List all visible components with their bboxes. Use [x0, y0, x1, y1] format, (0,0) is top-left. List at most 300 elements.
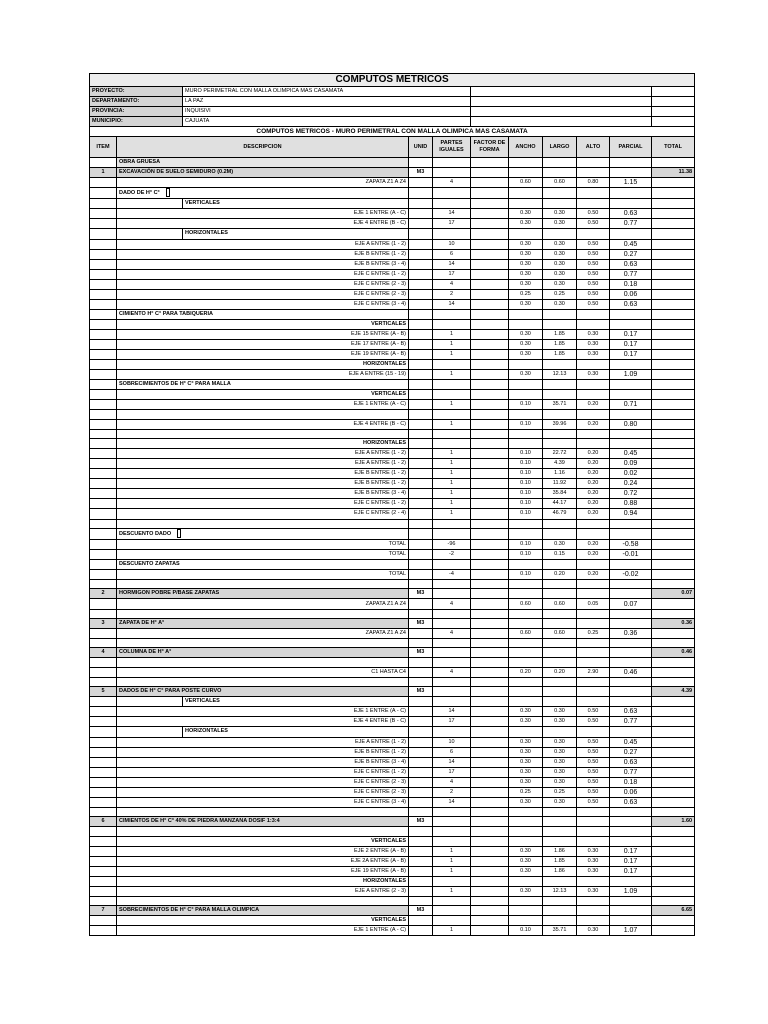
measure-row [90, 846, 695, 856]
parcial-cell: 0.72 [610, 489, 652, 499]
measure-row [90, 599, 695, 609]
partes-cell: 1 [433, 459, 471, 469]
largo-cell: 0.30 [543, 797, 577, 807]
measure-description: TOTAL [117, 570, 409, 580]
partes-cell: 1 [433, 499, 471, 509]
subgroup-row [90, 836, 695, 846]
ancho-cell: 0.30 [509, 219, 543, 229]
largo-cell: 22.72 [543, 449, 577, 459]
parcial-cell: 0.36 [610, 628, 652, 638]
partes-cell: 17 [433, 767, 471, 777]
alto-cell: 0.50 [577, 747, 610, 757]
info-label: DEPARTAMENTO: [90, 97, 183, 107]
alto-cell: 0.20 [577, 459, 610, 469]
measure-row [90, 289, 695, 299]
parcial-cell: 1.09 [610, 886, 652, 896]
partes-cell: -2 [433, 549, 471, 559]
col-header-parcial: PARCIAL [610, 137, 652, 158]
parcial-cell: 0.45 [610, 239, 652, 249]
largo-cell: 0.30 [543, 737, 577, 747]
largo-cell: 39.96 [543, 419, 577, 429]
largo-cell: 12.13 [543, 886, 577, 896]
ancho-cell: 0.30 [509, 757, 543, 767]
largo-cell: 1.85 [543, 339, 577, 349]
measure-row [90, 419, 695, 429]
item-row [90, 648, 695, 658]
parcial-cell: 0.17 [610, 350, 652, 360]
measure-row [90, 350, 695, 360]
largo-cell: 35.71 [543, 926, 577, 936]
largo-cell: 0.30 [543, 279, 577, 289]
measure-row [90, 449, 695, 459]
alto-cell: 0.50 [577, 757, 610, 767]
measure-description: TOTAL [117, 549, 409, 559]
measure-row [90, 370, 695, 380]
largo-cell: 0.60 [543, 628, 577, 638]
subgroup-row [90, 360, 695, 370]
subheading-row [90, 188, 695, 199]
largo-cell: 1.86 [543, 866, 577, 876]
subgroup-row [90, 727, 695, 737]
parcial-cell: 0.94 [610, 509, 652, 519]
item-total: 4.39 [652, 687, 695, 697]
largo-cell: 0.30 [543, 259, 577, 269]
partes-cell: 1 [433, 350, 471, 360]
largo-cell: 1.85 [543, 856, 577, 866]
alto-cell: 0.50 [577, 299, 610, 309]
ancho-cell: 0.10 [509, 469, 543, 479]
largo-cell: 0.30 [543, 747, 577, 757]
item-unit: M3 [409, 687, 433, 697]
alto-cell: 0.50 [577, 209, 610, 219]
ancho-cell: 0.30 [509, 329, 543, 339]
subheading-label: DADO DE H° C° [119, 190, 160, 197]
largo-cell: 35.71 [543, 400, 577, 410]
ancho-cell: 0.30 [509, 339, 543, 349]
alto-cell: 0.50 [577, 737, 610, 747]
item-number: 3 [90, 618, 117, 628]
subgroup-label: HORIZONTALES [183, 727, 409, 737]
measure-description: EJE 15 ENTRE (A - B) [117, 329, 409, 339]
info-row-provincia [90, 107, 695, 117]
partes-cell: 4 [433, 178, 471, 188]
parcial-cell: 0.06 [610, 289, 652, 299]
measure-description: EJE B ENTRE (3 - 4) [117, 489, 409, 499]
ancho-cell: 0.30 [509, 350, 543, 360]
spacer-row [90, 580, 695, 589]
partes-cell: 1 [433, 509, 471, 519]
item-description: SOBRECIMIENTOS DE H° C° PARA MALLA OLIMPICA [117, 906, 409, 916]
measure-description: EJE C ENTRE (2 - 3) [117, 787, 409, 797]
item-unit: M3 [409, 817, 433, 827]
computos-table [89, 73, 695, 936]
parcial-cell: 0.09 [610, 459, 652, 469]
parcial-cell: 0.77 [610, 219, 652, 229]
largo-cell: 0.30 [543, 777, 577, 787]
largo-cell: 1.86 [543, 846, 577, 856]
measure-row [90, 209, 695, 219]
largo-cell: 0.30 [543, 539, 577, 549]
measure-description: EJE C ENTRE (3 - 4) [117, 299, 409, 309]
ancho-cell: 0.30 [509, 239, 543, 249]
subgroup-label: HORIZONTALES [183, 229, 409, 239]
largo-cell: 0.30 [543, 219, 577, 229]
ancho-cell: 0.10 [509, 509, 543, 519]
spacer-row [90, 658, 695, 667]
measure-description: C1 HASTA C4 [117, 667, 409, 677]
parcial-cell: 0.07 [610, 599, 652, 609]
item-row [90, 168, 695, 178]
ancho-cell: 0.30 [509, 279, 543, 289]
measure-row [90, 479, 695, 489]
measure-row [90, 767, 695, 777]
subgroup-row [90, 916, 695, 926]
subheading-row [90, 528, 695, 539]
parcial-cell: -0.58 [610, 539, 652, 549]
ancho-cell: 0.10 [509, 419, 543, 429]
ancho-cell: 0.30 [509, 846, 543, 856]
info-row-municipio [90, 117, 695, 127]
ancho-cell: 0.20 [509, 667, 543, 677]
subtitle-row [90, 127, 695, 137]
alto-cell: 0.50 [577, 219, 610, 229]
parcial-cell: 0.27 [610, 747, 652, 757]
largo-cell: 0.20 [543, 667, 577, 677]
largo-cell: 11.92 [543, 479, 577, 489]
group-row [90, 158, 695, 168]
spacer-row [90, 807, 695, 816]
item-total: 6.65 [652, 906, 695, 916]
alto-cell: 0.50 [577, 249, 610, 259]
alto-cell: 0.30 [577, 350, 610, 360]
item-number: 4 [90, 648, 117, 658]
item-unit: M3 [409, 589, 433, 599]
subheading-row [90, 309, 695, 319]
measure-row [90, 219, 695, 229]
subgroup-row [90, 319, 695, 329]
parcial-cell: 0.17 [610, 339, 652, 349]
item-row [90, 687, 695, 697]
ancho-cell: 0.30 [509, 856, 543, 866]
ancho-cell: 0.10 [509, 489, 543, 499]
partes-cell: 1 [433, 469, 471, 479]
parcial-cell: 0.77 [610, 717, 652, 727]
partes-cell: 14 [433, 299, 471, 309]
measure-description: EJE 1 ENTRE (A - C) [117, 926, 409, 936]
measure-description: EJE 1 ENTRE (A - C) [117, 707, 409, 717]
ancho-cell: 0.10 [509, 400, 543, 410]
ancho-cell: 0.10 [509, 499, 543, 509]
alto-cell: 0.05 [577, 599, 610, 609]
alto-cell: 0.20 [577, 479, 610, 489]
alto-cell: 0.50 [577, 239, 610, 249]
partes-cell: -96 [433, 539, 471, 549]
subgroup-row [90, 199, 695, 209]
measure-description: EJE A ENTRE (15 - 19) [117, 370, 409, 380]
measure-description: EJE A ENTRE (1 - 2) [117, 459, 409, 469]
measure-row [90, 239, 695, 249]
partes-cell: 1 [433, 489, 471, 499]
parcial-cell: 0.63 [610, 259, 652, 269]
parcial-cell: 0.17 [610, 846, 652, 856]
measure-description: EJE 1 ENTRE (A - C) [117, 209, 409, 219]
subheading-label: DESCUENTO DADO [119, 530, 172, 537]
item-description: DADOS DE H° C° PARA POSTE CURVO [117, 687, 409, 697]
measure-row [90, 329, 695, 339]
measure-row [90, 279, 695, 289]
subheading-label: SOBRECIMIENTOS DE H° C° PARA MALLA [119, 381, 231, 388]
largo-cell: 4.39 [543, 459, 577, 469]
partes-cell: 4 [433, 279, 471, 289]
ancho-cell: 0.30 [509, 249, 543, 259]
measure-description: EJE 4 ENTRE (B - C) [117, 717, 409, 727]
partes-cell: 1 [433, 926, 471, 936]
largo-cell: 46.79 [543, 509, 577, 519]
partes-cell: 17 [433, 717, 471, 727]
partes-cell: 1 [433, 339, 471, 349]
item-description: EXCAVACIÓN DE SUELO SEMIDURO (0.2M) [117, 168, 409, 178]
partes-cell: 10 [433, 737, 471, 747]
measure-description: EJE C ENTRE (1 - 2) [117, 767, 409, 777]
item-unit: M3 [409, 168, 433, 178]
alto-cell: 0.20 [577, 489, 610, 499]
measure-row [90, 259, 695, 269]
partes-cell: 14 [433, 259, 471, 269]
measure-description: EJE C ENTRE (1 - 2) [117, 499, 409, 509]
parcial-cell: -0.01 [610, 549, 652, 559]
largo-cell: 12.13 [543, 370, 577, 380]
measure-row [90, 299, 695, 309]
alto-cell: 0.50 [577, 707, 610, 717]
subgroup-label: VERTICALES [117, 319, 409, 329]
alto-cell: 0.20 [577, 449, 610, 459]
largo-cell: 0.30 [543, 757, 577, 767]
largo-cell: 0.30 [543, 269, 577, 279]
ancho-cell: 0.30 [509, 707, 543, 717]
measure-description: TOTAL [117, 539, 409, 549]
largo-cell: 1.85 [543, 329, 577, 339]
measure-row [90, 737, 695, 747]
spacer-row [90, 519, 695, 528]
parcial-cell: 0.63 [610, 707, 652, 717]
measure-description: EJE A ENTRE (1 - 2) [117, 449, 409, 459]
largo-cell: 0.30 [543, 299, 577, 309]
subgroup-label: VERTICALES [117, 390, 409, 400]
item-total: 1.60 [652, 817, 695, 827]
measure-description: ZAPATA Z1 A Z4 [117, 628, 409, 638]
subgroup-label: VERTICALES [117, 836, 409, 846]
subheading-label: CIMIENTO H° C° PARA TABIQUERIA [119, 310, 214, 317]
ancho-cell: 0.30 [509, 886, 543, 896]
alto-cell: 0.30 [577, 329, 610, 339]
ancho-cell: 0.30 [509, 747, 543, 757]
largo-cell: 1.85 [543, 350, 577, 360]
info-row-departamento [90, 97, 695, 107]
measure-row [90, 499, 695, 509]
partes-cell: 4 [433, 599, 471, 609]
page-title: COMPUTOS METRICOS [90, 74, 695, 87]
ancho-cell: 0.30 [509, 259, 543, 269]
ancho-cell: 0.10 [509, 549, 543, 559]
largo-cell: 0.30 [543, 707, 577, 717]
parcial-cell: 0.02 [610, 469, 652, 479]
largo-cell: 0.60 [543, 599, 577, 609]
ancho-cell: 0.25 [509, 289, 543, 299]
cell-marker [177, 529, 181, 538]
parcial-cell: 0.71 [610, 400, 652, 410]
item-number: 2 [90, 589, 117, 599]
parcial-cell: 0.63 [610, 757, 652, 767]
parcial-cell: 1.09 [610, 370, 652, 380]
parcial-cell: 0.17 [610, 856, 652, 866]
subgroup-row [90, 876, 695, 886]
ancho-cell: 0.30 [509, 269, 543, 279]
parcial-cell: 0.77 [610, 269, 652, 279]
ancho-cell: 0.10 [509, 926, 543, 936]
info-label: MUNICIPIO: [90, 117, 183, 127]
parcial-cell: 0.18 [610, 279, 652, 289]
ancho-cell: 0.30 [509, 209, 543, 219]
item-number: 6 [90, 817, 117, 827]
ancho-cell: 0.30 [509, 717, 543, 727]
subheading-row [90, 559, 695, 569]
measure-description: EJE B ENTRE (3 - 4) [117, 259, 409, 269]
measure-row [90, 489, 695, 499]
ancho-cell: 0.60 [509, 628, 543, 638]
item-number: 1 [90, 168, 117, 178]
measure-description: EJE 4 ENTRE (B - C) [117, 419, 409, 429]
largo-cell: 0.30 [543, 249, 577, 259]
alto-cell: 0.30 [577, 866, 610, 876]
ancho-cell: 0.60 [509, 599, 543, 609]
alto-cell: 0.50 [577, 279, 610, 289]
parcial-cell: 0.63 [610, 299, 652, 309]
alto-cell: 0.50 [577, 797, 610, 807]
measure-row [90, 667, 695, 677]
measure-description: EJE B ENTRE (1 - 2) [117, 479, 409, 489]
info-row-proyecto [90, 87, 695, 97]
ancho-cell: 0.30 [509, 797, 543, 807]
alto-cell: 0.20 [577, 419, 610, 429]
measure-description: EJE A ENTRE (1 - 2) [117, 239, 409, 249]
alto-cell: 0.50 [577, 259, 610, 269]
largo-cell: 0.60 [543, 178, 577, 188]
alto-cell: 0.30 [577, 886, 610, 896]
alto-cell: 0.20 [577, 539, 610, 549]
measure-description: EJE B ENTRE (1 - 2) [117, 747, 409, 757]
parcial-cell: 0.77 [610, 767, 652, 777]
col-header-largo: LARGO [543, 137, 577, 158]
measure-row [90, 747, 695, 757]
spacer-row [90, 609, 695, 618]
alto-cell: 2.90 [577, 667, 610, 677]
cell-marker [166, 188, 170, 197]
measure-row [90, 570, 695, 580]
col-header-descripcion: DESCRIPCION [117, 137, 409, 158]
measure-row [90, 886, 695, 896]
largo-cell: 1.16 [543, 469, 577, 479]
item-total: 0.36 [652, 618, 695, 628]
measure-description: EJE B ENTRE (3 - 4) [117, 757, 409, 767]
ancho-cell: 0.30 [509, 737, 543, 747]
measure-row [90, 787, 695, 797]
ancho-cell: 0.10 [509, 539, 543, 549]
measure-row [90, 797, 695, 807]
ancho-cell: 0.10 [509, 570, 543, 580]
alto-cell: 0.50 [577, 787, 610, 797]
measure-description: ZAPATA Z1 A Z4 [117, 178, 409, 188]
largo-cell: 0.25 [543, 787, 577, 797]
measure-row [90, 717, 695, 727]
measure-row [90, 459, 695, 469]
alto-cell: 0.20 [577, 549, 610, 559]
info-value: INQUISIVI [183, 107, 471, 117]
col-header-ancho: ANCHO [509, 137, 543, 158]
computos-sheet [89, 73, 694, 936]
ancho-cell: 0.30 [509, 777, 543, 787]
measure-description: EJE C ENTRE (2 - 4) [117, 509, 409, 519]
alto-cell: 0.20 [577, 509, 610, 519]
measure-row [90, 549, 695, 559]
measure-description: EJE C ENTRE (2 - 3) [117, 279, 409, 289]
partes-cell: 1 [433, 886, 471, 896]
measure-row [90, 249, 695, 259]
measure-description: EJE C ENTRE (3 - 4) [117, 797, 409, 807]
partes-cell: 1 [433, 449, 471, 459]
item-unit: M3 [409, 906, 433, 916]
ancho-cell: 0.30 [509, 299, 543, 309]
largo-cell: 35.84 [543, 489, 577, 499]
largo-cell: 0.20 [543, 570, 577, 580]
measure-row [90, 539, 695, 549]
title-row [90, 74, 695, 87]
partes-cell: 1 [433, 370, 471, 380]
parcial-cell: 0.24 [610, 479, 652, 489]
subgroup-label: HORIZONTALES [117, 876, 409, 886]
subgroup-label: VERTICALES [117, 916, 409, 926]
parcial-cell: -0.02 [610, 570, 652, 580]
measure-description: EJE 17 ENTRE (A - B) [117, 339, 409, 349]
spacer-row [90, 827, 695, 836]
partes-cell: 14 [433, 757, 471, 767]
measure-row [90, 628, 695, 638]
col-header-alto: ALTO [577, 137, 610, 158]
ancho-cell: 0.25 [509, 787, 543, 797]
alto-cell: 0.50 [577, 777, 610, 787]
partes-cell: 1 [433, 479, 471, 489]
partes-cell: 17 [433, 219, 471, 229]
measure-row [90, 757, 695, 767]
partes-cell: 2 [433, 289, 471, 299]
alto-cell: 0.50 [577, 269, 610, 279]
measure-row [90, 339, 695, 349]
subgroup-label: VERTICALES [183, 697, 409, 707]
spacer-row [90, 429, 695, 438]
measure-description: EJE 1 ENTRE (A - C) [117, 400, 409, 410]
subgroup-row [90, 697, 695, 707]
subheading-label: DESCUENTO ZAPATAS [119, 560, 180, 567]
measure-row [90, 856, 695, 866]
measure-description: EJE C ENTRE (2 - 3) [117, 777, 409, 787]
item-description: CIMIENTOS DE H° C° 40% DE PIEDRA MANZANA DOSIF 1:3:4 [117, 817, 409, 827]
item-row [90, 906, 695, 916]
measure-description: EJE C ENTRE (2 - 3) [117, 289, 409, 299]
measure-row [90, 866, 695, 876]
alto-cell: 0.30 [577, 856, 610, 866]
ancho-cell: 0.30 [509, 370, 543, 380]
partes-cell: 14 [433, 209, 471, 219]
item-description: ZAPATA DE H° A° [117, 618, 409, 628]
